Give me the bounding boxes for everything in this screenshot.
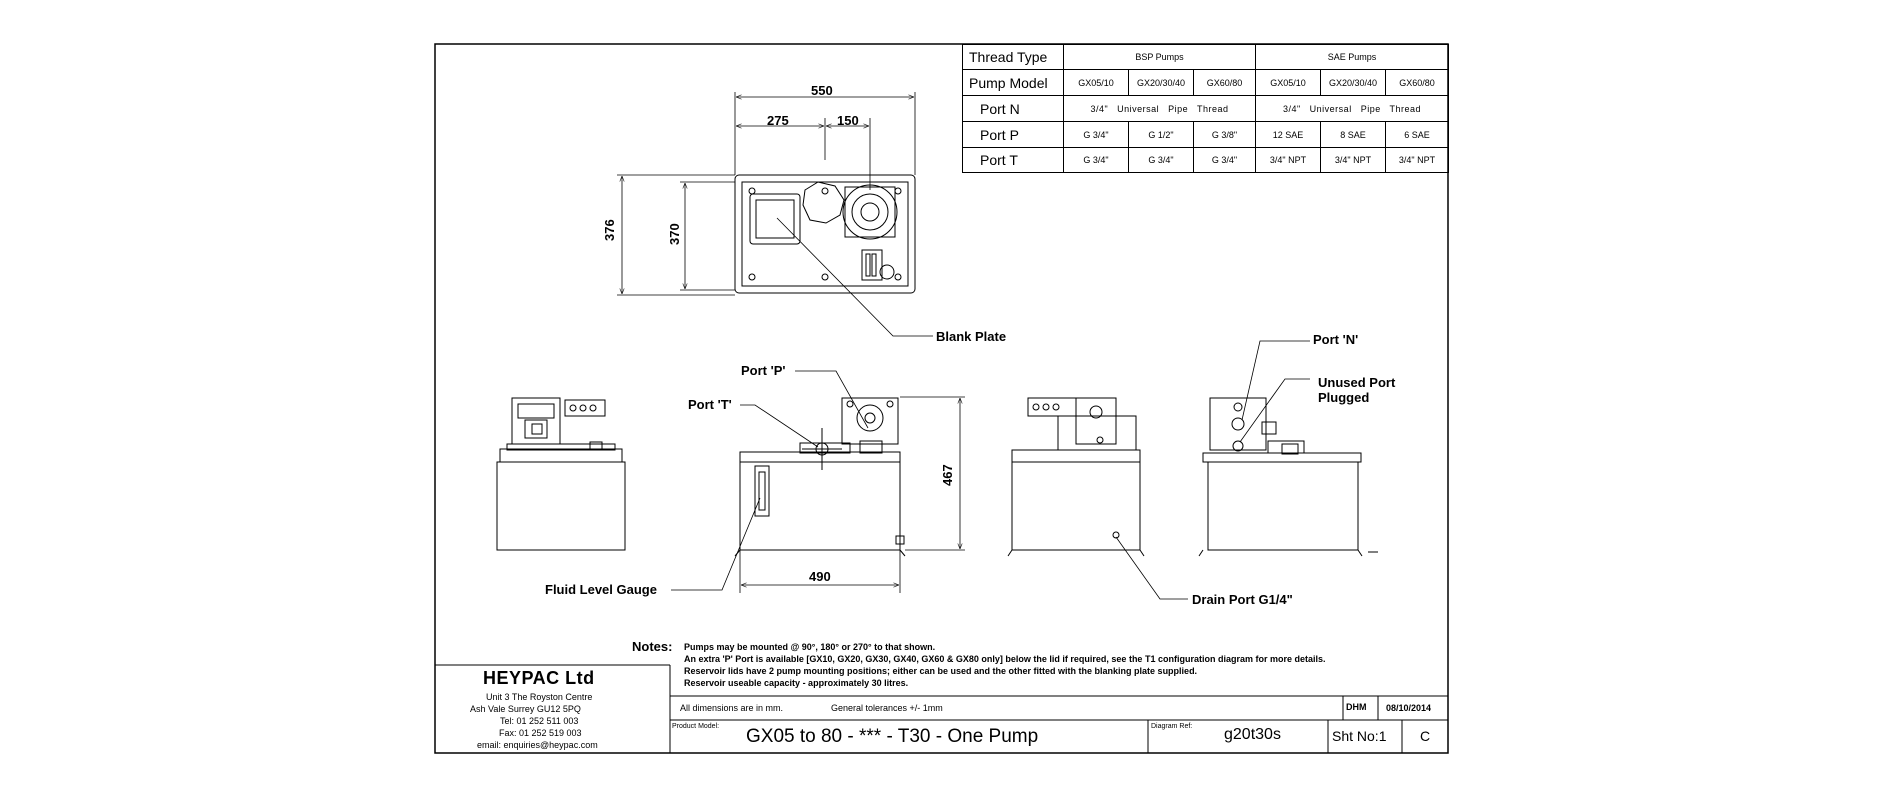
dim-550: 550	[811, 83, 833, 98]
port-n-label-callout: Port 'N'	[1313, 332, 1359, 347]
cell: G 3/4"	[1064, 148, 1129, 173]
diagram-ref-label: Diagram Ref:	[1151, 723, 1193, 730]
company-tel: Tel: 01 252 511 003	[500, 716, 579, 726]
dim-370: 370	[667, 223, 682, 245]
fluid-level-gauge-label: Fluid Level Gauge	[545, 582, 657, 597]
front-view	[735, 398, 905, 556]
drawn-by: DHM	[1346, 702, 1367, 712]
pump-model-label: Pump Model	[963, 70, 1064, 96]
port-t-row	[963, 148, 1449, 173]
cell: 6 SAE	[1386, 122, 1449, 148]
cell: GX60/80	[1386, 70, 1449, 96]
cell: GX60/80	[1194, 70, 1256, 96]
cell: GX20/30/40	[1321, 70, 1386, 96]
unused-port-label: Unused Port	[1318, 375, 1396, 390]
port-specification-table	[962, 44, 1449, 173]
product-model-label: Product Model:	[672, 723, 720, 730]
cell: G 3/4"	[1129, 148, 1194, 173]
company-address-1: Unit 3 The Royston Centre	[486, 692, 593, 702]
dim-376: 376	[602, 219, 617, 241]
blank-plate-label: Blank Plate	[936, 329, 1007, 344]
port-t-leader	[740, 405, 818, 447]
diagram-ref: g20t30s	[1224, 726, 1281, 743]
side-view-right	[1199, 398, 1378, 556]
side-view-left	[497, 398, 625, 550]
company-fax: Fax: 01 252 519 003	[499, 728, 582, 738]
revision: C	[1420, 728, 1431, 744]
port-p-label-callout: Port 'P'	[741, 363, 786, 378]
note-line-4: Reservoir useable capacity - approximately 30 litres.	[684, 678, 909, 688]
company-name: HEYPAC Ltd	[483, 668, 595, 688]
port-t-label-callout: Port 'T'	[688, 397, 732, 412]
notes-heading: Notes:	[632, 639, 673, 654]
drawing-date: 08/10/2014	[1386, 703, 1432, 713]
thread-type-row	[963, 45, 1449, 70]
port-n-label: Port N	[963, 96, 1064, 122]
fluid-gauge-leader	[671, 498, 760, 590]
plugged-label: Plugged	[1318, 390, 1370, 405]
cell: G 3/4"	[1194, 148, 1256, 173]
front-dimensions	[740, 397, 965, 593]
port-n-leader	[1242, 341, 1310, 420]
dimensions-note: All dimensions are in mm.	[680, 703, 784, 713]
port-t-label: Port T	[963, 148, 1064, 173]
cell: G 3/4"	[1064, 122, 1129, 148]
cell: 3/4" NPT	[1256, 148, 1321, 173]
cell: 3/4" NPT	[1386, 148, 1449, 173]
tolerance-note: General tolerances +/- 1mm	[831, 703, 943, 713]
cell: 12 SAE	[1256, 122, 1321, 148]
side-view-third	[1008, 398, 1144, 556]
cell: GX05/10	[1064, 70, 1129, 96]
company-email: email: enquiries@heypac.com	[477, 740, 598, 750]
plan-view	[735, 175, 915, 293]
cell: GX05/10	[1256, 70, 1321, 96]
bsp-pumps-header: BSP Pumps	[1064, 45, 1256, 70]
product-model: GX05 to 80 - *** - T30 - One Pump	[746, 726, 1039, 747]
port-n-row	[963, 96, 1449, 122]
note-line-1: Pumps may be mounted @ 90°, 180° or 270° to that shown.	[684, 642, 936, 652]
dim-467: 467	[940, 464, 955, 486]
sae-pumps-header: SAE Pumps	[1256, 45, 1449, 70]
sheet-number: Sht No:1	[1332, 728, 1387, 744]
thread-type-label: Thread Type	[963, 45, 1064, 70]
dim-150: 150	[837, 113, 859, 128]
unused-port-leader	[1240, 379, 1310, 442]
note-line-2: An extra 'P' Port is available [GX10, GX20, GX30, GX40, GX60 & GX80 only] below the lid if required, see the T1 configuration diagram for more details.	[684, 654, 1326, 664]
port-n-bsp: 3/4" Universal Pipe Thread	[1064, 96, 1256, 122]
company-address-2: Ash Vale Surrey GU12 5PQ	[470, 704, 581, 714]
port-p-row	[963, 122, 1449, 148]
cell: 8 SAE	[1321, 122, 1386, 148]
cell: G 3/8"	[1194, 122, 1256, 148]
dim-275: 275	[767, 113, 789, 128]
cell: GX20/30/40	[1129, 70, 1194, 96]
drain-port-leader	[1116, 537, 1188, 599]
pump-model-row	[963, 70, 1449, 96]
dim-490: 490	[809, 569, 831, 584]
cell: 3/4" NPT	[1321, 148, 1386, 173]
port-p-label: Port P	[963, 122, 1064, 148]
port-n-sae: 3/4" Universal Pipe Thread	[1256, 96, 1449, 122]
note-line-3: Reservoir lids have 2 pump mounting positions; either can be used and the other fitted with the blanking plate supplied.	[684, 666, 1198, 676]
drain-port-label: Drain Port G1/4"	[1192, 592, 1293, 607]
cell: G 1/2"	[1129, 122, 1194, 148]
